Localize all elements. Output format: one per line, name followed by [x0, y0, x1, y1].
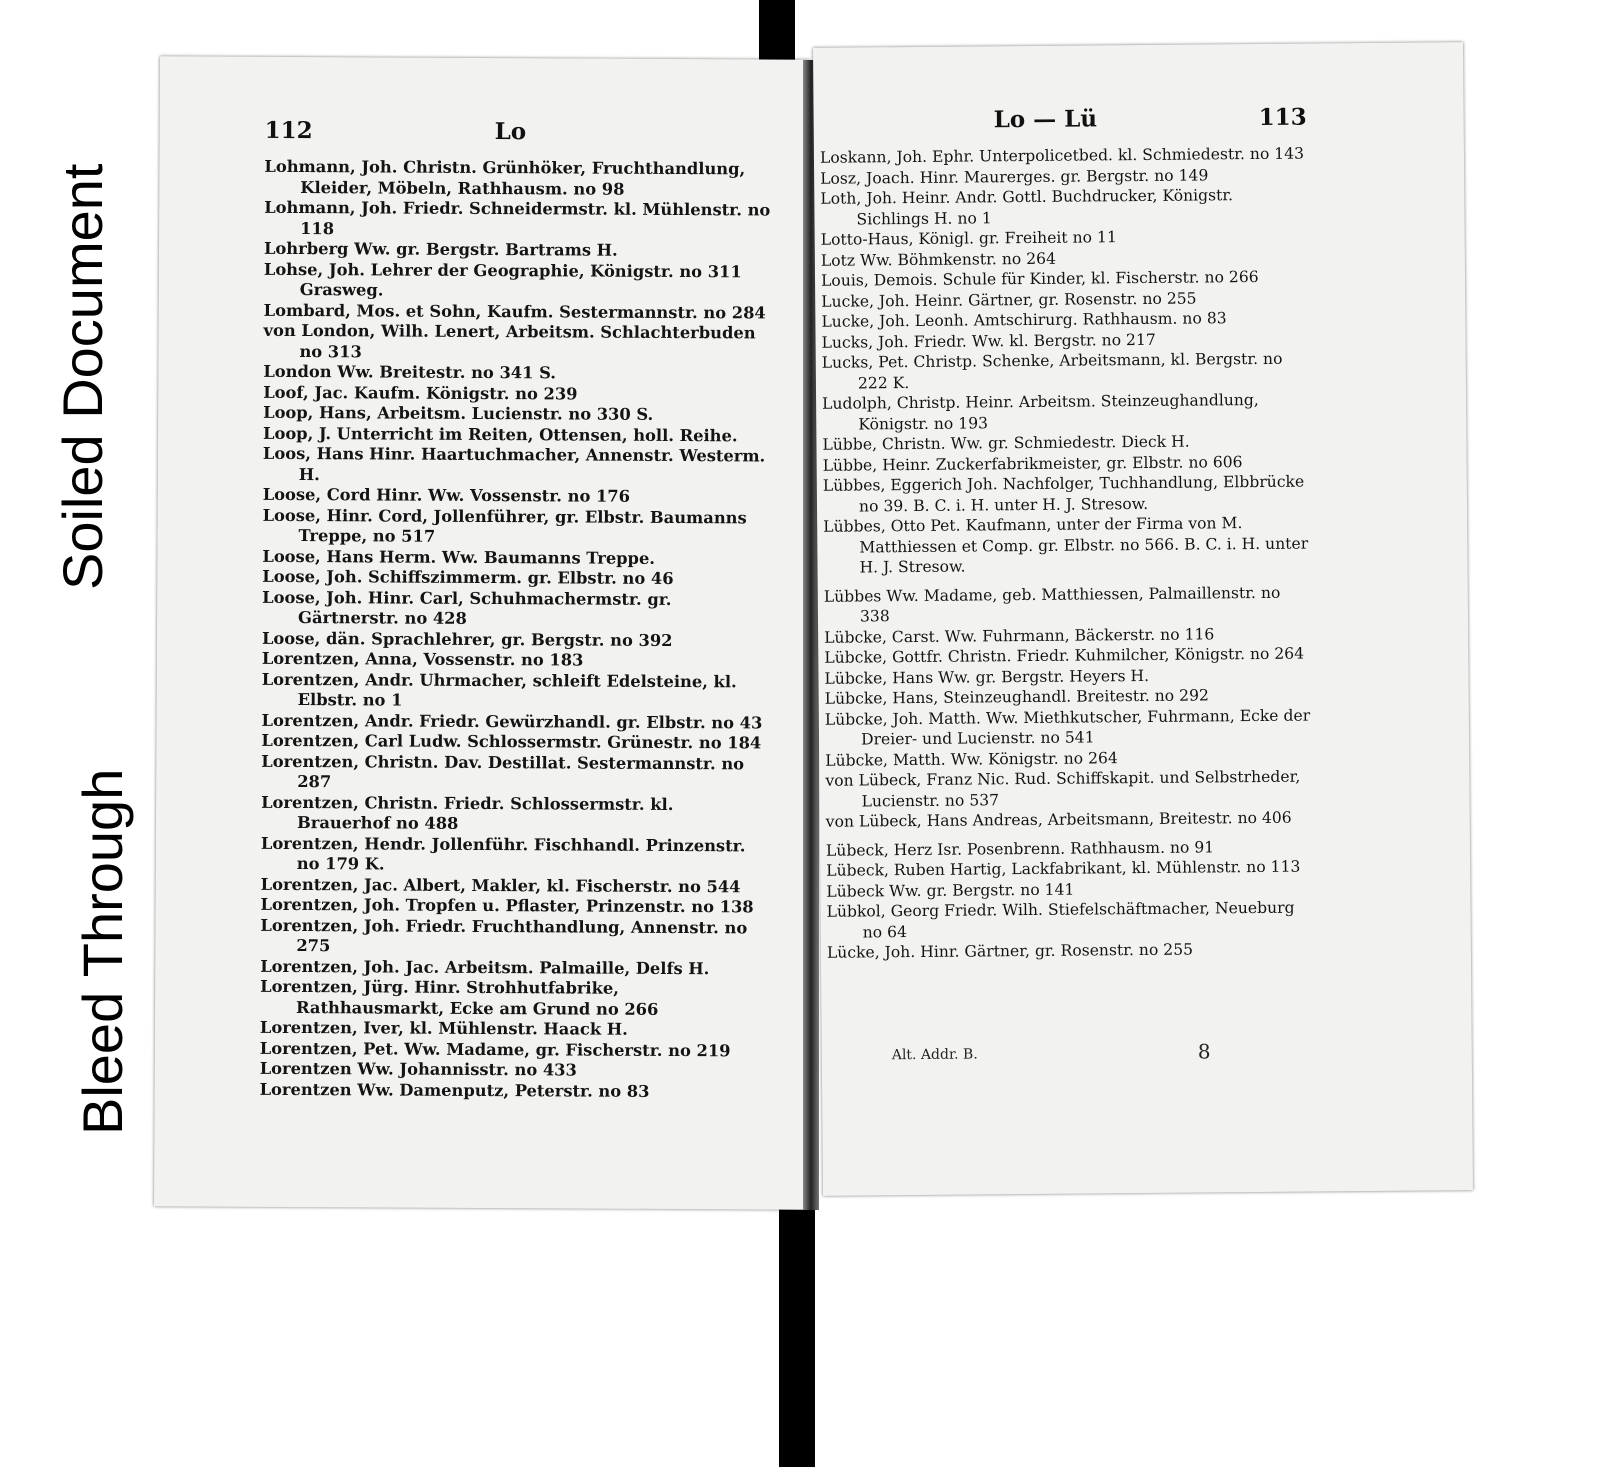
directory-entry: Loose, Hans Herm. Ww. Baumanns Treppe.	[262, 546, 656, 568]
directory-entry: Lorentzen, Carl Ludw. Schlossermstr. Grünestr. no 184	[261, 730, 762, 753]
left-running-head: Lo	[494, 118, 527, 146]
directory-entry: Lohmann, Joh. Friedr. Schneidermstr. kl. Mühlenstr. no 118	[264, 197, 771, 238]
directory-entry: Loskann, Joh. Ephr. Unterpolicetbed. kl. Schmiedestr. no 143	[819, 144, 1305, 167]
directory-entry: Lübcke, Matth. Ww. Königstr. no 264	[825, 748, 1118, 770]
directory-entry: Lorentzen, Iver, kl. Mühlenstr. Haack H.	[259, 1017, 628, 1039]
directory-entry: Louis, Demois. Schule für Kinder, kl. Fischerstr. no 266	[820, 267, 1259, 290]
right-entry-list	[820, 144, 1317, 964]
soiled-document-label: Soiled Document	[51, 163, 114, 590]
directory-entry: Lotto-Haus, Königl. gr. Freiheit no 11	[820, 228, 1117, 249]
directory-entry: Lohrberg Ww. gr. Bergstr. Bartrams H.	[263, 238, 618, 260]
directory-entry: Lohmann, Joh. Christn. Grünhöker, Fruchthandlung, Kleider, Möbeln, Rathhausm. no 98	[264, 156, 746, 199]
directory-entry: Lucke, Joh. Leonh. Amtschirurg. Rathhausm. no 83	[821, 309, 1227, 331]
directory-entry: Lorentzen, Andr. Friedr. Gewürzhandl. gr. Elbstr. no 43	[261, 710, 763, 732]
directory-entry: Loose, Cord Hinr. Ww. Vossenstr. no 176	[262, 484, 631, 506]
directory-entry: Lorentzen, Joh. Jac. Arbeitsm. Palmaille, Delfs H.	[260, 956, 710, 978]
directory-entry: Lübcke, Carst. Ww. Fuhrmann, Bäckerstr. no 116	[824, 624, 1215, 647]
directory-entry: Lorentzen, Jürg. Hinr. Strohhutfabrike, Rathhausmarkt, Ecke am Grund no 266	[260, 976, 659, 1019]
directory-entry: Lorentzen, Andr. Uhrmacher, schleift Edelsteine, kl. Elbstr. no 1	[261, 669, 737, 710]
directory-entry: Lücke, Joh. Hinr. Gärtner, gr. Rosenstr. no 255	[826, 940, 1194, 962]
directory-entry: Lombard, Mos. et Sohn, Kaufm. Sestermannstr. no 284	[263, 300, 766, 322]
directory-entry: Lübcke, Hans Ww. gr. Bergstr. Heyers H.	[824, 666, 1150, 688]
bleed-through-label: Bleed Through	[71, 768, 134, 1135]
directory-entry: Lotz Ww. Böhmkenstr. no 264	[820, 249, 1057, 270]
directory-entry: von Lübeck, Hans Andreas, Arbeitsmann, Breitestr. no 406	[825, 808, 1292, 831]
directory-entry: Ludolph, Christp. Heinr. Arbeitsm. Steinzeughandlung, Königstr. no 193	[822, 390, 1259, 433]
directory-entry: Lucks, Joh. Friedr. Ww. kl. Bergstr. no 217	[821, 330, 1156, 352]
directory-entry: Lübbe, Christn. Ww. gr. Schmiedestr. Dieck H.	[822, 432, 1190, 454]
directory-entry: Lorentzen, Anna, Vossenstr. no 183	[261, 648, 584, 670]
directory-entry: Lübcke, Joh. Matth. Ww. Miethkutscher, Fuhrmann, Ecke der Dreier- und Lucienstr. no 541	[824, 706, 1311, 749]
directory-entry: Lorentzen, Hendr. Jollenführ. Fischhandl. Prinzenstr. no 179 K.	[260, 833, 746, 874]
directory-entry: Lorentzen, Christn. Friedr. Schlossermstr. kl. Brauerhof no 488	[261, 792, 674, 833]
directory-entry: Lorentzen, Jac. Albert, Makler, kl. Fischerstr. no 544	[260, 874, 741, 896]
left-page-number: 112	[264, 116, 313, 145]
directory-entry: Lorentzen Ww. Johannisstr. no 433	[259, 1058, 577, 1080]
directory-entry: London Ww. Breitestr. no 341 S.	[263, 361, 557, 383]
binding-strip-bottom	[779, 1205, 815, 1467]
directory-entry: Lübeck, Ruben Hartig, Lackfabrikant, kl. Mühlenstr. no 113	[826, 857, 1301, 880]
directory-entry: Lübbes, Otto Pet. Kaufmann, unter der Firma von M. Matthiessen et Comp. gr. Elbstr. no 566. B. C. i. H. unter H. J. Stresow.	[823, 514, 1309, 577]
directory-entry: Loth, Joh. Heinr. Andr. Gottl. Buchdrucker, Königstr. Sichlings H. no 1	[820, 186, 1234, 228]
directory-entry: Lorentzen, Christn. Dav. Destillat. Sestermannstr. no 287	[261, 751, 745, 792]
directory-entry: Lübbe, Heinr. Zuckerfabrikmeister, gr. Elbstr. no 606	[822, 452, 1243, 475]
directory-entry: Lübeck Ww. gr. Bergstr. no 141	[826, 880, 1075, 901]
directory-entry: Lübbes, Eggerich Joh. Nachfolger, Tuchhandlung, Elbbrücke no 39. B. C. i. H. unter H. J. Stresow.	[822, 472, 1305, 515]
directory-entry: Lübcke, Gottfr. Christn. Friedr. Kuhmilcher, Königstr. no 264	[824, 644, 1305, 667]
directory-entry: Lucke, Joh. Heinr. Gärtner, gr. Rosenstr. no 255	[821, 289, 1197, 311]
footer-signature-number: 8	[1197, 1039, 1211, 1064]
directory-entry: Loop, J. Unterricht im Reiten, Ottensen, holl. Reihe.	[262, 423, 738, 445]
directory-entry: Loop, Hans, Arbeitsm. Lucienstr. no 330 S.	[263, 402, 654, 424]
directory-entry: Losz, Joach. Hinr. Maurerges. gr. Bergstr. no 149	[820, 165, 1209, 188]
left-page	[154, 56, 810, 1209]
directory-entry: Lucks, Pet. Christp. Schenke, Arbeitsmann, kl. Bergstr. no 222 K.	[821, 349, 1283, 392]
directory-entry: Lübeck, Herz Isr. Posenbrenn. Rathhausm. no 91	[825, 837, 1215, 860]
right-page	[813, 42, 1473, 1196]
directory-entry: Loof, Jac. Kaufm. Königstr. no 239	[263, 382, 578, 403]
directory-entry: Lorentzen, Pet. Ww. Madame, gr. Fischerstr. no 219	[259, 1038, 731, 1060]
directory-entry: von Lübeck, Franz Nic. Rud. Schiffskapit. und Selbstrheder, Lucienstr. no 537	[825, 767, 1301, 810]
directory-entry: von London, Wilh. Lenert, Arbeitsm. Schlachterbuden no 313	[263, 320, 756, 361]
directory-entry: Loose, dän. Sprachlehrer, gr. Bergstr. no 392	[261, 628, 673, 650]
directory-entry: Lorentzen, Joh. Friedr. Fruchthandlung, Annenstr. no 275	[260, 915, 748, 956]
directory-entry: Loos, Hans Hinr. Haartuchmacher, Annenstr. Westerm. H.	[262, 443, 766, 484]
directory-entry: Lohse, Joh. Lehrer der Geographie, Königstr. no 311 Grasweg.	[263, 259, 742, 300]
footer-signature-text: Alt. Addr. B.	[891, 1046, 978, 1064]
directory-entry: Lübkol, Georg Friedr. Wilh. Stiefelschäftmacher, Neueburg no 64	[826, 898, 1295, 941]
directory-entry: Loose, Hinr. Cord, Jollenführer, gr. Elbstr. Baumanns Treppe, no 517	[262, 505, 747, 546]
left-entry-list	[260, 157, 775, 1103]
directory-entry: Lorentzen Ww. Damenputz, Peterstr. no 83	[259, 1079, 650, 1101]
right-page-number: 113	[1258, 103, 1307, 131]
directory-entry: Lübcke, Hans, Steinzeughandl. Breitestr. no 292	[824, 686, 1209, 708]
right-running-head: Lo — Lü	[993, 105, 1098, 134]
directory-entry: Loose, Joh. Schiffszimmerm. gr. Elbstr. no 46	[262, 566, 674, 589]
directory-entry: Lorentzen, Joh. Tropfen u. Pflaster, Prinzenstr. no 138	[260, 894, 754, 917]
directory-entry: Lübbes Ww. Madame, geb. Matthiessen, Palmaillenstr. no 338	[823, 583, 1281, 626]
directory-entry: Loose, Joh. Hinr. Carl, Schuhmachermstr. gr. Gärtnerstr. no 428	[262, 587, 672, 628]
